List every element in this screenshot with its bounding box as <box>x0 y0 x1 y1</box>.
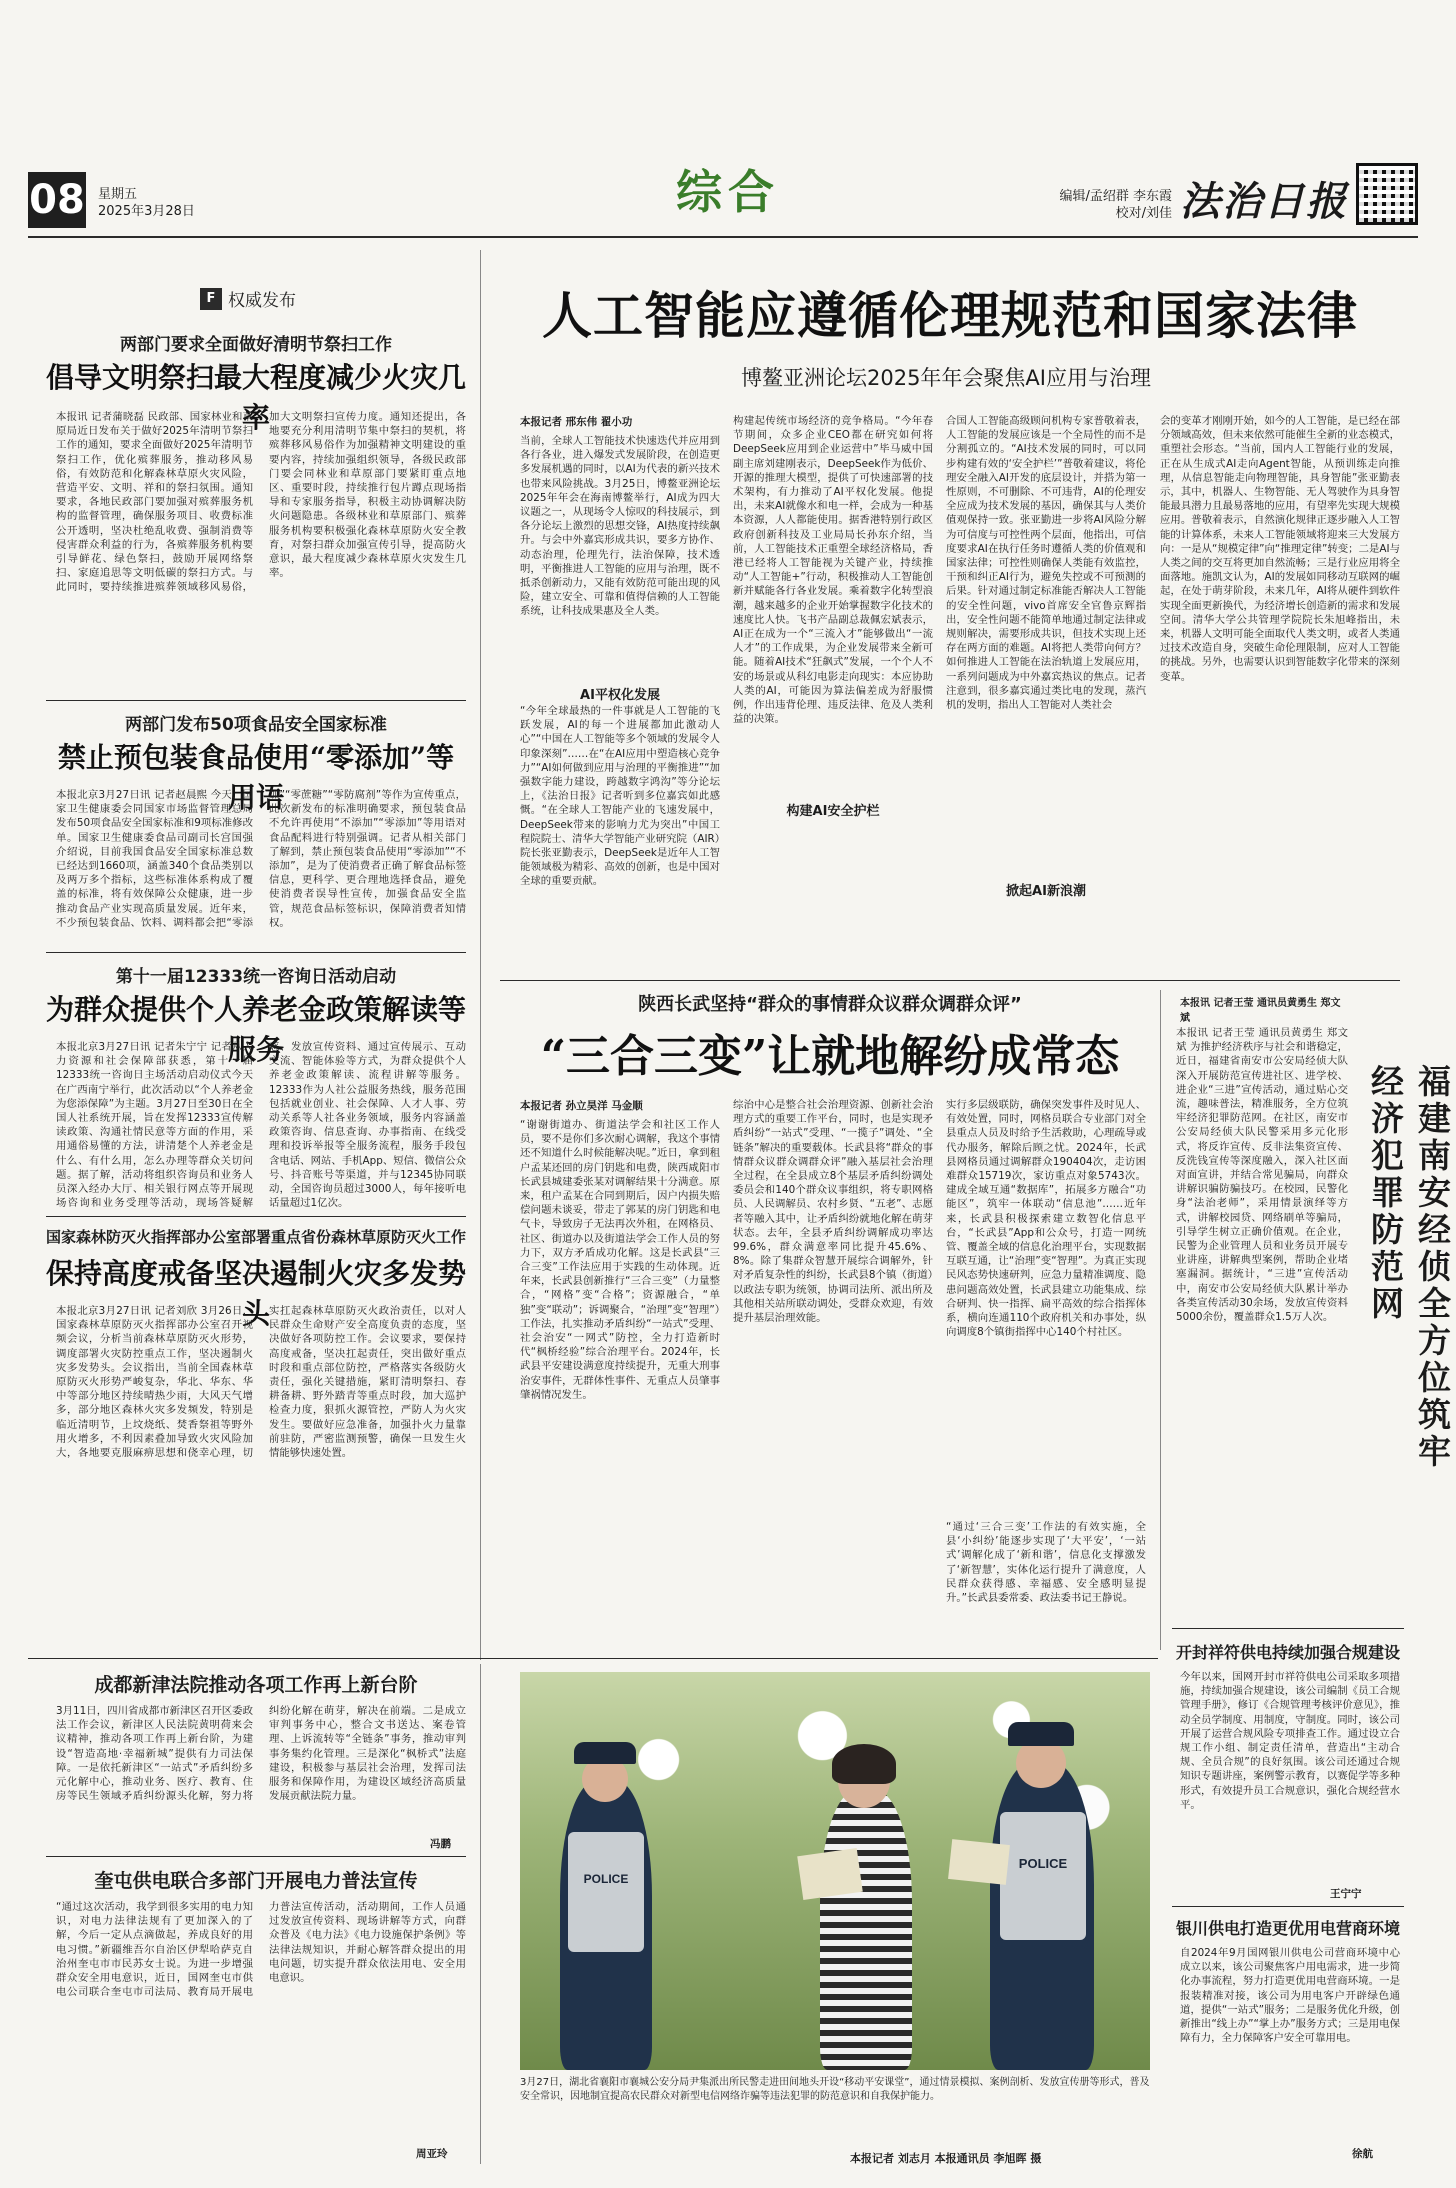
article3-headline: 为群众提供个人养老金政策解读等服务 <box>46 993 467 1066</box>
lead-subsection-2: 构建AI安全护栏 <box>733 800 933 819</box>
bottom1-headline: 成都新津法院推动各项工作再上新台阶 <box>94 1674 418 1696</box>
side-kf-body: 今年以来，国网开封市祥符供电公司采取多项措施，持续加强合规建设，该公司编制《员工合规管理手册》，修订《合规管理考核评价意见》，推动全员学制度、用制度，守制度。同时，该公司开展了运营合规风险专项排查工作。通过设立合规工作小组、制定责任清单，营造出“主动合规、全员合规”的良好氛围。该公司还通过合规知识专题讲座，案例警示教育，以赛促学等多种形式，有效提升员工合规意识，强化合规经营水平。 <box>1180 1671 1400 1811</box>
lead-subsection-1: AI平权化发展 <box>580 688 660 703</box>
article3-body: 本报北京3月27日讯 记者朱宁宁 记者从人力资源和社会保障部获悉，第十一届12333统一咨询日主场活动启动仪式今天在广西南宁举行，此次活动以“个人养老金 为您添保障”为主题。3月27日至30日在全国人社系统开展，旨在发挥12333宣传解读政策、沟通社情民意等方面的作用，采用通俗易懂的方法，讲清楚个人养老金是什么、有什么用，怎么办理等群众关切问题。据了解，活动将组织咨询员和业务人员深入经办大厅、相关银行网点等开展现场咨询和业务受理等活动，现场答疑解惑、发放宣传资料、通过宣传展示、互动交流、智能体验等方式，为群众提供个人养老金政策解读、流程讲解等服务。12333作为人社公益服务热线，服务范围包括就业创业、社会保障、人才人事、劳动关系等人社各业务领域，服务内容涵盖政策咨询、信息查询、办事指南、在线受理和投诉举报等全服务流程，服务手段包含电话、网站、手机App、短信、微信公众号、抖音账号等渠道，并与12345协同联动，全国咨询员超过3000人，每年接听电话量超过1亿次。 <box>56 1041 466 1210</box>
pamphlet-shape <box>948 1839 1010 1885</box>
column-divider <box>480 250 481 1660</box>
side-fj-byline: 本报讯 记者王莹 通讯员黄勇生 郑文斌 <box>1180 998 1341 1024</box>
header-rule <box>28 236 1418 238</box>
side-kf-headline: 开封祥符供电持续加强合规建设 <box>1175 1643 1400 1662</box>
lead-headline: 人工智能应遵循伦理规范和国家法律 <box>542 286 1358 345</box>
article1-kicker: 两部门要求全面做好清明节祭扫工作 <box>120 335 392 355</box>
divider <box>500 980 1400 981</box>
lead-body-col3: 合国人工智能高级顾问机构专家普敬着表，人工智能的发展应该是一个全局性的而不是分割孤立的。“AI技术发展的同时，可以同步构建有效的‘安全护栏’”普敬着建议，将伦理安全融入AI开发的底层设计，并搭为第一性原则，不可删除、不可违背，AI的伦理安全应成为技术发展的基因，确保其与人类价值观保持一致。张亚勤进一步将AI风险分解为可信度与可控性两个层面，他指出，可信度要求AI在执行任务时遵循人类的价值观和国家法律；可控性则确保人类能有效监控，干预和纠正AI行为，避免失控或不可预测的后果。针对通过制定标准能否解决人工智能的安全性问题，vivo首席安全官鲁京辉指出，安全性问题不能简单地通过制定法律或规则解决，需要形成共识，但技术实现上还存在两方面的难题。AI将把人类带向何方？如何推进人工智能在法治轨道上发展应用，一系列问题成为中外嘉宾热议的焦点。记者注意到，很多嘉宾通过类比电的发现，蒸汽机的发明，指出人工智能对人类社会 <box>946 415 1146 712</box>
hair-shape <box>832 1744 896 1784</box>
column-divider <box>480 1664 481 2164</box>
news-photo <box>520 1672 1150 2070</box>
bottom2-author: 周亚玲 <box>416 2148 448 2160</box>
issue-date: 2025年3月28日 <box>98 204 195 219</box>
lead-body-col4: 会的变革才刚刚开始，如今的人工智能，是已经在部分领域高效，但未来依然可能催生全新的业态模式，重塑社会形态。“当前，国内人工智能行业的发展，正在从生成式AI走向Agent智能，从预训练走向推理，从信息智能走向物理智能，具身智能”张亚勤表示，其中，机器人、生物智能、无人驾驶作为具身智能最具潜力且最易落地的应用，有望率先实现大规模应用。普敬着表示，自然演化规律正逐步融入人工智能的计算体系，未来人工智能领域将迎来三大发展方向：一是从“规模定律”向“推理定律”转变；二是AI与人类之间的交互将更加自然流畅；三是行业应用将全面落地。施凯文认为，AI的发展如同移动互联网的崛起，在处于萌芽阶段，未来几年，AI将从硬件到软件实现全面更新换代，为经济增长创造新的需求和发展空间。清华大学公共管理学院院长朱旭峰指出，未来，机器人文明可能全面取代人类文明，或者人类通过技术改造自身，突破生命伦理限制，应对人工智能的挑战。另外，也需要认识到智能数字化带来的深刻变革。 <box>1160 415 1400 683</box>
article1-body: 本报讯 记者蒲晓磊 民政部、国家林业和草原局近日发布关于做好2025年清明节祭扫工作的通知，要求全面做好2025年清明节祭扫工作，优化殡葬服务，推动移风易俗，有效防范和化解森林草原火灾风险，营造平安、文明、祥和的祭扫氛围。通知要求，各地民政部门要加强对殡葬服务机构的监督管理，确保服务项目、收费标准公开透明，坚决杜绝乱收费、强制消费等侵害群众利益的行为，各殡葬服务机构要引导鲜花、绿色祭扫，鼓励开展网络祭扫、家庭追思等文明低碳的祭扫方式。与此同时，要持续推进殡葬领域移风易俗，加大文明祭扫宣传力度。通知还提出，各地要充分利用清明节集中祭扫的契机，将殡葬移风易俗作为加强精神文明建设的重要内容，持续加强组织领导，各级民政部门要会同林业和草原部门要紧盯重点地区、重要时段，持续推行包片蹲点现场指导和专家服务指导，积极主动协调解决防火问题隐患。各级林业和草原部门、殡葬服务机构要积极强化森林草原防火安全教育，对祭扫群众加强宣传引导，提高防火意识，最大程度减少森林草原火灾发生几率。 <box>56 411 466 594</box>
photo-caption: 3月27日，湖北省襄阳市襄城公安分局尹集派出所民警走进田间地头开设“移动平安课堂”，通过情景模拟、案例剖析、发放宣传册等形式，普及安全常识，因地制宜提高农民群众对新型电信网络诈骗等违法犯罪的防范意识和自我保护能力。 <box>520 2077 1150 2102</box>
article2-body: 本报北京3月27日讯 记者赵晨熙 今天，国家卫生健康委会同国家市场监督管理总局发布50项食品安全国家标准和9项标准修改单。国家卫生健康委食品司副司长宫国强介绍说，目前我国食品安全国家标准总数已经达到1660项，涵盖340个食品类别以及两万多个指标，这些标准体系构成了覆盖的标准，将有效保障公众健康，进一步推动食品产业实现高质量发展。近年来，不少预包装食品、饮料、调料都会把“零添加”“零蔗糖”“零防腐剂”等作为宣传重点，此次新发布的标准明确要求，预包装食品不允许再使用“不添加”“零添加”等用语对食品配料进行特别强调。记者从相关部门了解到，禁止预包装食品使用“零添加”“不添加”，是为了使消费者正确了解食品标签信息，更科学、更合理地选择食品，避免使消费者误导性宣传，加强食品安全监管，规范食品标签标识，保障消费者知情权。 <box>56 789 466 929</box>
divider <box>1172 1628 1404 1629</box>
article2-headline: 禁止预包装食品使用“零添加”等用语 <box>57 741 455 814</box>
divider <box>28 1658 1158 1659</box>
story2-body-col3: 实行多层级联防，确保突发事件及时见人、有效处置，同时，网格员联合专业部门对全县重点人员及时给予生活救助，心理疏导或代办服务，解除后顾之忧。2024年，长武县网格员通过调解群众190404次，走访困难群众15719次，家访重点对象5743次。建成全域互通“数据库”，拓展多方融合“功能区”，筑牢一体联动“信息池”……近年来，长武县积极探索建立数智化信息平台，“长武县”App和公众号，打造一网统管、覆盖全域的信息化治理平台，实现数据互联互通，让“治理”变“智理”。为真正实现民风态势快速研判，应急力量精准调度、隐患问题高效处置，长武县建立功能集成、综合研判、快一指挥、扁平高效的综合指挥体系，横向连通110个政府机关和办事处，纵向调度8个镇街指挥中心140个村社区。 <box>946 1099 1146 1339</box>
side-kf-author: 王宁宁 <box>1330 1888 1362 1900</box>
bottom1-author: 冯鹏 <box>430 1838 451 1850</box>
editor-line: 编辑/孟绍群 李东霞 <box>1059 189 1172 204</box>
bottom1-body: 3月11日，四川省成都市新津区召开区委政法工作会议，新津区人民法院黄明荷来会议精神，推动各项工作再上新台阶，为建设“智造高地·幸福新城”提供有力司法保障。一是依托新津区“一站式”矛盾纠纷多元化解中心，推动业务、医疗、教育、住房等民生领域矛盾纠纷源头化解，努力将纠纷化解在萌芽，解决在前端。二是成立审判事务中心，整合文书送达、案卷管理、上诉流转等“全链条”事务，推动审判事务集约化管理。三是深化“枫桥式”法庭建设，积极参与基层社会治理，发挥司法服务和保障作用，为建设区域经济高质量发展贡献法院力量。 <box>56 1705 466 1803</box>
story2-headline: “三合三变”让就地解纷成常态 <box>540 1031 1120 1082</box>
pamphlet-shape <box>797 1848 863 1900</box>
document-icon: F <box>200 288 222 310</box>
qr-code-icon <box>1356 163 1418 225</box>
article2-kicker: 两部门发布50项食品安全国家标准 <box>125 715 387 735</box>
lead-subhead: 博鳌亚洲论坛2025年年会聚焦AI应用与治理 <box>740 366 1151 390</box>
side-yc-body: 自2024年9月国网银川供电公司营商环境中心成立以来，该公司聚焦客户用电需求，进一步简化办事流程，努力打造更优用电营商环境。一是报装精准对接，该公司为用电客户开辟绿色通道，提供“一站式”服务；二是服务优化升级，创新推出“线上办”“掌上办”服务方式；三是用电保障有力，全力保障客户安全可靠用电。 <box>1180 1947 1400 2045</box>
divider <box>46 1216 466 1217</box>
divider <box>46 952 466 953</box>
dateline <box>98 186 195 220</box>
story2-body-col1: “谢谢街道办、街道法学会和社区工作人员，要不是你们多次耐心调解，我这个事情还不知道什么时候能解决呢。”近日，拿到租户孟某还回的房门钥匙和电费，陕西咸阳市长武县城建委张某对调解结果十分满意。原来，租户孟某在合同到期后，因户内损失赔偿问题未谈妥，带走了郭某的房门钥匙和电气卡，导致房子无法再次外租，在网格员、社区、街道办以及街道法学会工作人员的努力下，双方矛盾成功化解。这是长武县“三合三变”工作法应用于实践的生动体现。近年来，长武县创新推行“三合三变”（力量整合，“网格”变“合格”；资源融合，“单独”变“联动”；诉调聚合，“治理”变“智理”）工作法，扎实推动矛盾纠纷“一站式”受理、社会治安“一网式”防控，全力打造新时代“枫桥经验”综合治理平台。2024年，长武县平安建设满意度持续提升，无重大刑事治安事件，无群体性事件、无重点人员肇事肇祸情况发生。 <box>520 1119 720 1401</box>
page-number: 08 <box>28 172 86 228</box>
lead-body-col2: 构建起传统市场经济的竞争格局。“今年春节期间，众多企业CEO都在研究如何将DeepSeek应用到企业运营中”毕马威中国副主席刘建刚表示，DeepSeek作为低价、开源的推理大模型，提供了可快速部署的技术架构，有力推动了AI平权化发展。他提出，未来AI就像水和电一样，会成为一种基本资源，人人都能使用。据香港特别行政区政府创新科技及工业局局长孙东介绍，当前，人工智能技术正重塑全球经济格局，香港已经将人工智能视为关键产业，持续推动“人工智能+”行动，积极推动人工智能创新并赋能各行各业发展。乘着数字化转型浪潮，越来越多的企业开始掌握数字化技术的速度比人快。飞书产品副总裁佩宏斌表示，AI正在成为一个“三流入才”能够做出“一流人才”的工作成果，为企业发展带来全新可能。随着AI技术“狂飙式”发展，一个个人不安的场景或从科幻电影走向现实：本应协助人类的AI，可能因为算法偏差成为舒服惯例，作出违背伦理、违反法律、危及人类利益的决策。 <box>733 415 933 726</box>
lead-body-col1b: “今年全球最热的一件事就是人工智能的飞跃发展，AI的每一个进展都加此激动人心”“中国在人工智能等多个领域的发展令人印象深刻”……在“在AI应用中塑造核心竞争力”“AI如何做到应用与治理的平衡推进”“加强数字能力建设，跨越数字鸿沟”等分论坛上，《法治日报》记者听到多位嘉宾如此感慨。“在全球人工智能产业的飞速发展中，DeepSeek带来的影响力尤为突出”中国工程院院士、清华大学智能产业研究院（AIR）院长张亚勤表示，DeepSeek是近年人工智能领域极为精彩、高效的创新，也是中国对全球的重要贡献。 <box>520 705 720 888</box>
lead-body-col1: 当前，全球人工智能技术快速迭代并应用到各行各业，进入爆发式发展阶段，在创造更多发展机遇的同时，以AI为代表的新兴技术也带来风险挑战。3月25日，博鳌亚洲论坛2025年年会在海南博鳌举行，AI成为四大议题之一，从现场令人惊叹的科技展示，到各分论坛上激烈的思想交锋，AI热度持续飙升。与会中外嘉宾形成共识，要多方协作、动态治理，伦理先行，法治保障，技术透明，平衡推进人工智能的应用与治理，既不抵杀创新动力，又能有效防范可能出现的风险，建立安全、可靠和值得信赖的人工智能系统，让科技成果惠及全人类。 <box>520 435 720 618</box>
category-label: 权威发布 <box>228 291 296 311</box>
editor-credit <box>1000 188 1172 222</box>
divider <box>1172 1906 1404 1907</box>
lead-byline: 本报记者 邢东伟 翟小功 <box>520 416 633 428</box>
column-divider <box>1160 990 1161 1650</box>
police-vest: POLICE <box>568 1832 644 1952</box>
story2-body-col4: “通过‘三合三变’工作法的有效实施，全县‘小纠纷’能逐步实现了‘大平安’，‘一站式’调解化成了‘新和谐’，信息化支撑激发了‘新智慧’，实体化运行提升了满意度，人民群众获得感、幸福感、安全感明显提升。”长武县委常委、政法委书记王静说。 <box>946 1520 1146 1640</box>
divider <box>46 700 466 701</box>
police-cap-icon <box>1008 1722 1074 1746</box>
side-fj-headline: 福建南安经侦全方位筑牢经济犯罪防范网 <box>1366 1064 1452 1471</box>
story2-body-col2: 综治中心是整合社会治理资源、创新社会治理方式的重要工作平台，同时，也是实现矛盾纠纷“一站式”受理、“一揽子”调处、“全链条”解决的重要载体。长武县将“群众的事情群众议群众调群众评”融入基层社会治理全过程，在全县成立8个基层矛盾纠纷调处委员会和140个群众议事组织，将专职网格员、人民调解员、农村乡贤、“五老”、志愿者等融入其中，让矛盾纠纷就地化解在萌芽状态。去年，全县矛盾纠纷调解成功率达99.6%，群众满意率同比提升45.6%、8%。除了集群众智慧开展综合调解外，针对矛盾复杂性的纠纷，长武县8个镇（街道）以政法专职为统领，协调司法所、派出所及其他相关站所联动调处，受群众欢迎，有效提升基层治理效能。 <box>733 1099 933 1325</box>
bottom2-body: “通过这次活动，我学到很多实用的电力知识，对电力法律法规有了更加深入的了解，今后一定从点滴做起，养成良好的用电习惯。”新疆维吾尔自治区伊犁哈萨克自治州奎屯市市民苏女士说。为进一步增强群众安全用电意识，近日，国网奎屯市供电公司联合奎屯市司法局、教育局开展电力普法宣传活动，活动期间，工作人员通过发放宣传资料、现场讲解等方式，向群众普及《电力法》《电力设施保护条例》等法律法规知识，并耐心解答群众提出的用电问题，切实提升群众依法用电、安全用电意识。 <box>56 1901 466 1999</box>
story2-byline: 本报记者 孙立昊洋 马金顺 <box>520 1100 643 1112</box>
divider <box>46 1856 466 1857</box>
side-yc-author: 徐航 <box>1352 2148 1373 2160</box>
section-title: 综合 <box>676 165 780 219</box>
photo-credit: 本报记者 刘志月 本报通讯员 李旭晖 摄 <box>850 2152 1042 2165</box>
bottom2-headline: 奎屯供电联合多部门开展电力普法宣传 <box>94 1870 418 1892</box>
police-cap-icon <box>574 1742 636 1764</box>
article4-kicker: 国家森林防灭火指挥部办公室部署重点省份森林草原防灭火工作 <box>46 1228 467 1246</box>
article3-kicker: 第十一届12333统一咨询日活动启动 <box>115 967 397 987</box>
masthead-logo: 法治日报 <box>1180 178 1348 225</box>
article4-headline: 保持高度戒备坚决遏制火灾多发势头 <box>46 1257 467 1330</box>
lead-subsection-3: 掀起AI新浪潮 <box>946 880 1146 899</box>
category-badge <box>200 286 296 311</box>
side-yc-headline: 银川供电打造更优用电营商环境 <box>1175 1919 1400 1938</box>
article1-headline: 倡导文明祭扫最大程度减少火灾几率 <box>46 361 467 434</box>
police-vest: POLICE <box>1000 1812 1086 1940</box>
article4-body: 本报北京3月27日讯 记者刘欣 3月26日，国家森林草原防灭火指挥部办公室召开视频会议，分析当前森林草原防灭火形势，调度部署火灾防控重点工作，坚决遏制火灾多发势头。会议指出，当前全国森林草原防灭火形势严峻复杂，华北、华东、华中等部分地区持续晴热少雨，大风天气增多，部分地区森林火灾多发频发，特别是临近清明节，上坟烧纸、焚香祭祖等野外用火增多，不利因素叠加导致火灾风险加大，各地要克服麻痹思想和侥幸心理，切实扛起森林草原防灭火政治责任，以对人民群众生命财产安全高度负责的态度，坚决做好各项防控工作。会议要求，要保持高度戒备，坚决扛起责任，突出做好重点时段和重点部位防控，严格落实各级防火责任，强化关键措施，紧盯清明祭扫、春耕备耕、野外踏青等重点时段，加大巡护检查力度，狠抓火源管控，严防人为火灾发生。要做好应急准备，加强扑火力量靠前驻防，严密监测预警，确保一旦发生火情能够快速处置。 <box>56 1305 466 1460</box>
side-fj-body: 本报讯 记者王莹 通讯员黄勇生 郑文斌 为推护经济秩序与社会和谐稳定，近日，福建省南安市公安局经侦大队深入开展防范宣传进社区、进学校、进企业“三进”宣传活动，通过贴心交流，趣味普法，精准服务，全方位筑牢经济犯罪防范网。在社区，南安市公安局经侦大队民警采用多元化形式，将反诈宣传、反非法集资宣传、反洗钱宣传等深度融入，深入社区面对面宣讲，并结合常见骗局，向群众讲解识骗防骗技巧。在校园，民警化身“法治老师”，采用情景演绎等方式，讲解校园贷、网络刷单等骗局，引导学生树立正确价值观。在企业，民警为企业管理人员和业务员开展专业讲座，讲解典型案例，帮助企业堵塞漏洞。据统计，“三进”宣传活动中，南安市公安局经侦大队累计举办各类宣传活动30余场，发放宣传资料5000余份，覆盖群众1.5万人次。 <box>1176 1027 1348 1324</box>
weekday: 星期五 <box>98 187 138 202</box>
proofreader-line: 校对/刘佳 <box>1115 206 1172 221</box>
story2-kicker: 陕西长武坚持“群众的事情群众议群众调群众评” <box>638 994 1022 1015</box>
villager-figure <box>820 1790 912 2070</box>
